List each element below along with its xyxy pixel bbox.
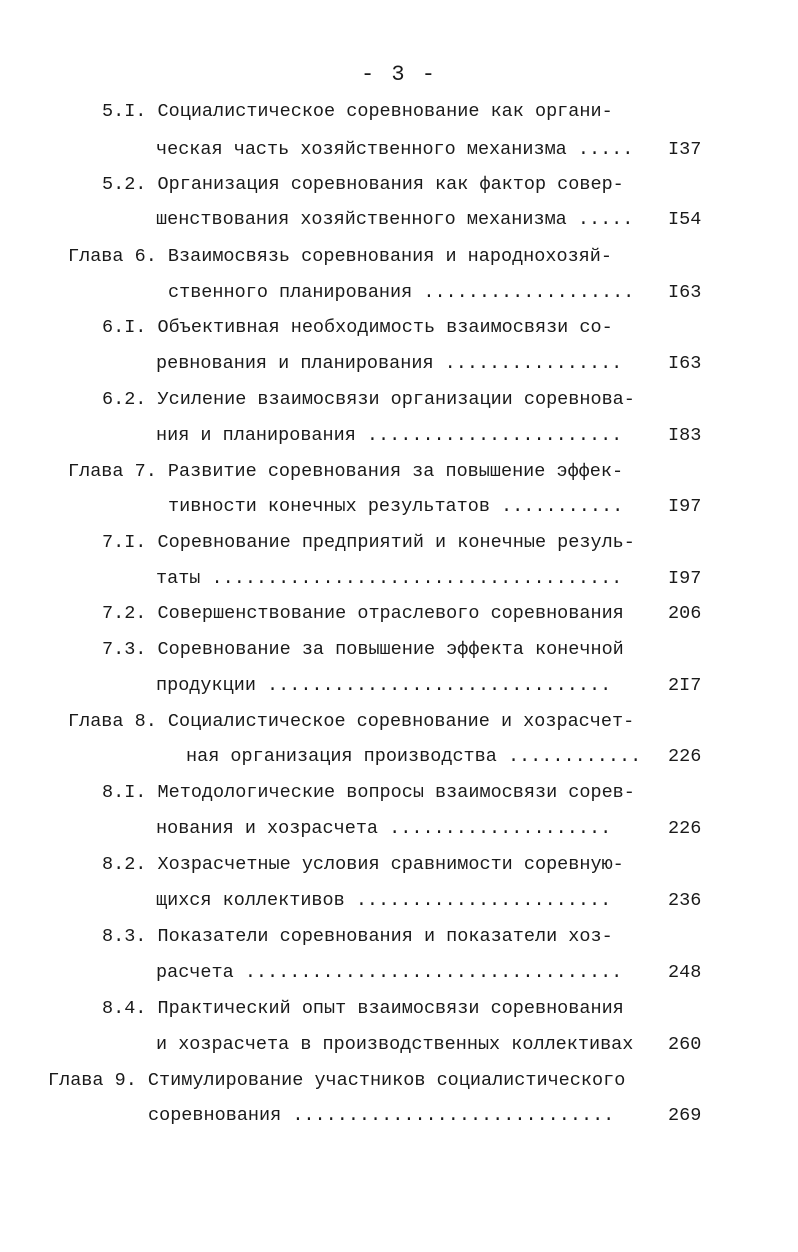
toc-entry-title-line: шенствования хозяйственного механизма .....: [156, 209, 634, 230]
toc-entry-page: I83: [668, 425, 702, 446]
toc-entry-title-line: 5.I. Социалистическое соревнование как органи-: [102, 101, 613, 122]
toc-entry-page: I54: [668, 209, 702, 230]
toc-entry-page: 226: [668, 818, 702, 839]
toc-entry-title-line: 8.4. Практический опыт взаимосвязи соревнования: [102, 998, 624, 1019]
toc-entry-page: I97: [668, 568, 702, 589]
toc-entry-page: 269: [668, 1105, 702, 1126]
toc-entry-page: 226: [668, 746, 702, 767]
page-number: - 3 -: [360, 62, 437, 87]
toc-entry-page: 260: [668, 1034, 702, 1055]
toc-entry-page: 2I7: [668, 675, 702, 696]
toc-entry-title-line: расчета ..................................: [156, 962, 623, 983]
toc-entry-title-line: щихся коллективов .......................: [156, 890, 612, 911]
toc-entry-page: I63: [668, 353, 702, 374]
toc-entry-title-line: таты .....................................: [156, 568, 623, 589]
toc-chapter-title-line: Глава 9. Стимулирование участников социалистического: [48, 1070, 626, 1091]
toc-chapter-title-line: Глава 7. Развитие соревнования за повышение эффек-: [68, 461, 624, 482]
toc-entry-title-line: нования и хозрасчета ....................: [156, 818, 612, 839]
toc-chapter-title-line: ная организация производства ............: [186, 746, 642, 767]
toc-entry-title-line: ческая часть хозяйственного механизма .....: [156, 139, 634, 160]
toc-entry-title-line: 6.I. Объективная необходимость взаимосвязи со-: [102, 317, 613, 338]
toc-entry-title-line: 7.2. Совершенствование отраслевого соревнования: [102, 603, 624, 624]
toc-entry-page: I63: [668, 282, 702, 303]
toc-entry-page: I97: [668, 496, 702, 517]
toc-entry-title-line: 8.I. Методологические вопросы взаимосвязи сорев-: [102, 782, 635, 803]
toc-entry-page: 236: [668, 890, 702, 911]
toc-entry-title-line: продукции ...............................: [156, 675, 612, 696]
toc-chapter-title-line: тивности конечных результатов ...........: [168, 496, 624, 517]
toc-entry-title-line: ния и планирования .......................: [156, 425, 623, 446]
toc-entry-title-line: 8.3. Показатели соревнования и показатели хоз-: [102, 926, 613, 947]
toc-chapter-title-line: Глава 8. Социалистическое соревнование и хозрасчет-: [68, 711, 635, 732]
toc-entry-title-line: 5.2. Организация соревнования как фактор совер-: [102, 174, 624, 195]
toc-entry-title-line: 6.2. Усиление взаимосвязи организации соревнова-: [102, 389, 635, 410]
toc-entry-page: 206: [668, 603, 702, 624]
toc-entry-title-line: 8.2. Хозрасчетные условия сравнимости соревную-: [102, 854, 624, 875]
toc-chapter-title-line: соревнования .............................: [148, 1105, 615, 1126]
toc-chapter-title-line: ственного планирования ...................: [168, 282, 635, 303]
toc-entry-title-line: 7.I. Соревнование предприятий и конечные резуль-: [102, 532, 635, 553]
toc-chapter-title-line: Глава 6. Взаимосвязь соревнования и народнохозяй-: [68, 246, 612, 267]
toc-entry-title-line: и хозрасчета в производственных коллективах: [156, 1034, 634, 1055]
toc-entry-page: 248: [668, 962, 702, 983]
toc-entry-title-line: ревнования и планирования ................: [156, 353, 623, 374]
toc-entry-page: I37: [668, 139, 702, 160]
toc-entry-title-line: 7.3. Соревнование за повышение эффекта конечной: [102, 639, 624, 660]
